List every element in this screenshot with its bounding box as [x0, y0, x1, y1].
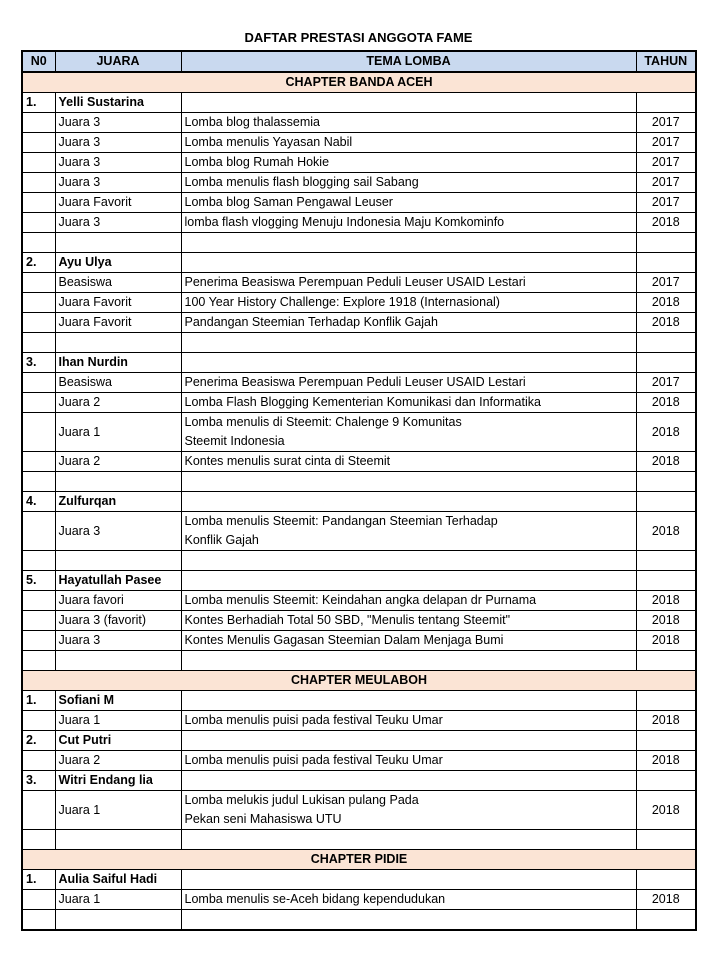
table-row — [22, 512, 696, 551]
member-row — [22, 870, 696, 890]
tema-line: Kontes Berhadiah Total 50 SBD, "Menulis tentang Steemit" — [184, 613, 511, 627]
table-body — [22, 72, 696, 930]
header-juara: JUARA — [55, 51, 181, 72]
empty-cell — [636, 253, 696, 273]
table-row — [22, 791, 696, 830]
empty-cell — [636, 830, 696, 850]
tahun-cell: 2018 — [636, 791, 696, 830]
table-row — [22, 193, 696, 213]
member-number: 1. — [22, 870, 55, 890]
tema-lomba-cell — [181, 373, 636, 393]
spacer-row — [22, 233, 696, 253]
tahun-cell: 2018 — [636, 452, 696, 472]
empty-cell — [55, 830, 181, 850]
tema-lomba-cell — [181, 153, 636, 173]
member-name: Cut Putri — [55, 731, 181, 751]
empty-cell — [636, 233, 696, 253]
tahun-cell: 2018 — [636, 293, 696, 313]
empty-cell — [636, 353, 696, 373]
tema-line: Lomba melukis judul Lukisan pulang Pada — [184, 793, 419, 807]
tahun-cell: 2018 — [636, 890, 696, 910]
member-row — [22, 731, 696, 751]
chapter-row — [22, 850, 696, 870]
empty-cell — [181, 472, 636, 492]
spacer-row — [22, 333, 696, 353]
empty-cell — [22, 393, 55, 413]
tema-lomba-cell — [181, 413, 636, 452]
empty-cell — [55, 233, 181, 253]
table-row — [22, 611, 696, 631]
tema-lomba-cell — [181, 890, 636, 910]
table-row — [22, 213, 696, 233]
spacer-row — [22, 551, 696, 571]
tema-lomba-cell — [181, 452, 636, 472]
member-row — [22, 93, 696, 113]
empty-cell — [181, 492, 636, 512]
table-row — [22, 113, 696, 133]
empty-cell — [55, 910, 181, 931]
juara-cell: Juara 3 — [55, 113, 181, 133]
tema-line: Lomba menulis Steemit: Pandangan Steemian Terhadap — [184, 514, 498, 528]
empty-cell — [636, 93, 696, 113]
juara-cell: Juara Favorit — [55, 193, 181, 213]
empty-cell — [181, 233, 636, 253]
member-row — [22, 571, 696, 591]
empty-cell — [22, 830, 55, 850]
tema-line: 100 Year History Challenge: Explore 1918 (Internasional) — [184, 295, 500, 309]
tahun-cell: 2017 — [636, 373, 696, 393]
empty-cell — [22, 173, 55, 193]
member-number: 2. — [22, 253, 55, 273]
empty-cell — [22, 631, 55, 651]
tema-line: Penerima Beasiswa Perempuan Peduli Leuser USAID Lestari — [184, 375, 526, 389]
table-row — [22, 751, 696, 771]
empty-cell — [22, 133, 55, 153]
table-row — [22, 711, 696, 731]
tahun-cell: 2017 — [636, 153, 696, 173]
juara-cell: Juara 1 — [55, 413, 181, 452]
table-row — [22, 413, 696, 452]
empty-cell — [22, 910, 55, 931]
juara-cell: Juara 3 — [55, 631, 181, 651]
tema-line: Lomba Flash Blogging Kementerian Komunikasi dan Informatika — [184, 395, 541, 409]
juara-cell: Juara 3 (favorit) — [55, 611, 181, 631]
table-row — [22, 173, 696, 193]
empty-cell — [22, 273, 55, 293]
empty-cell — [22, 472, 55, 492]
tema-lomba-cell — [181, 313, 636, 333]
empty-cell — [22, 153, 55, 173]
tema-lomba-cell — [181, 631, 636, 651]
tahun-cell: 2018 — [636, 631, 696, 651]
juara-cell: Juara 3 — [55, 153, 181, 173]
header-tema-lomba: TEMA LOMBA — [181, 51, 636, 72]
empty-cell — [636, 910, 696, 931]
member-row — [22, 691, 696, 711]
empty-cell — [636, 492, 696, 512]
tahun-cell: 2017 — [636, 133, 696, 153]
empty-cell — [636, 571, 696, 591]
header-row — [22, 51, 696, 72]
member-name: Aulia Saiful Hadi — [55, 870, 181, 890]
empty-cell — [22, 213, 55, 233]
table-row — [22, 133, 696, 153]
member-number: 3. — [22, 353, 55, 373]
tema-line: Kontes Menulis Gagasan Steemian Dalam Menjaga Bumi — [184, 633, 504, 647]
document-title: DAFTAR PRESTASI ANGGOTA FAME — [244, 30, 473, 45]
juara-cell: Juara 1 — [55, 791, 181, 830]
empty-cell — [22, 233, 55, 253]
tema-lomba-cell — [181, 173, 636, 193]
chapter-title: CHAPTER BANDA ACEH — [22, 72, 696, 93]
table-row — [22, 452, 696, 472]
member-name: Zulfurqan — [55, 492, 181, 512]
empty-cell — [636, 691, 696, 711]
empty-cell — [55, 472, 181, 492]
member-row — [22, 771, 696, 791]
tahun-cell: 2018 — [636, 313, 696, 333]
juara-cell: Juara 3 — [55, 133, 181, 153]
empty-cell — [22, 113, 55, 133]
empty-cell — [22, 611, 55, 631]
chapter-row — [22, 671, 696, 691]
empty-cell — [181, 691, 636, 711]
member-row — [22, 492, 696, 512]
tahun-cell: 2017 — [636, 113, 696, 133]
empty-cell — [22, 373, 55, 393]
empty-cell — [181, 571, 636, 591]
empty-cell — [22, 791, 55, 830]
tema-lomba-cell — [181, 293, 636, 313]
tema-lomba-cell — [181, 711, 636, 731]
empty-cell — [636, 731, 696, 751]
tahun-cell: 2017 — [636, 173, 696, 193]
tahun-cell: 2018 — [636, 591, 696, 611]
juara-cell: Juara 1 — [55, 711, 181, 731]
tema-line: Pekan seni Mahasiswa UTU — [184, 812, 342, 826]
tema-line: Steemit Indonesia — [184, 434, 285, 448]
empty-cell — [636, 333, 696, 353]
empty-cell — [181, 830, 636, 850]
empty-cell — [181, 910, 636, 931]
tema-lomba-cell — [181, 611, 636, 631]
tema-line: Lomba blog thalassemia — [184, 115, 320, 129]
empty-cell — [22, 591, 55, 611]
table-row — [22, 591, 696, 611]
tema-lomba-cell — [181, 512, 636, 551]
member-number: 1. — [22, 691, 55, 711]
tema-line: Pandangan Steemian Terhadap Konflik Gajah — [184, 315, 438, 329]
tema-lomba-cell — [181, 213, 636, 233]
juara-cell: Juara 1 — [55, 890, 181, 910]
juara-cell: Juara 3 — [55, 213, 181, 233]
member-row — [22, 353, 696, 373]
table-row — [22, 373, 696, 393]
tahun-cell: 2018 — [636, 711, 696, 731]
table-row — [22, 273, 696, 293]
spacer-row — [22, 830, 696, 850]
tahun-cell: 2018 — [636, 512, 696, 551]
tema-lomba-cell — [181, 751, 636, 771]
empty-cell — [636, 551, 696, 571]
empty-cell — [22, 890, 55, 910]
tema-line: Lomba menulis puisi pada festival Teuku Umar — [184, 753, 443, 767]
tema-line: Konflik Gajah — [184, 533, 259, 547]
table-row — [22, 313, 696, 333]
empty-cell — [55, 333, 181, 353]
chapter-title: CHAPTER MEULABOH — [22, 671, 696, 691]
tema-lomba-cell — [181, 591, 636, 611]
juara-cell: Juara Favorit — [55, 293, 181, 313]
member-name: Witri Endang lia — [55, 771, 181, 791]
tema-lomba-cell — [181, 791, 636, 830]
spacer-row — [22, 472, 696, 492]
tahun-cell: 2018 — [636, 413, 696, 452]
juara-cell: Beasiswa — [55, 273, 181, 293]
empty-cell — [636, 870, 696, 890]
empty-cell — [22, 751, 55, 771]
tahun-cell: 2017 — [636, 193, 696, 213]
tahun-cell: 2018 — [636, 213, 696, 233]
empty-cell — [22, 333, 55, 353]
empty-cell — [22, 313, 55, 333]
tema-lomba-cell — [181, 113, 636, 133]
empty-cell — [22, 711, 55, 731]
tema-lomba-cell — [181, 393, 636, 413]
table-row — [22, 153, 696, 173]
empty-cell — [181, 651, 636, 671]
tema-line: Lomba menulis puisi pada festival Teuku Umar — [184, 713, 443, 727]
empty-cell — [181, 353, 636, 373]
tema-lomba-cell — [181, 133, 636, 153]
tema-line: Lomba menulis Yayasan Nabil — [184, 135, 353, 149]
header-tahun: TAHUN — [636, 51, 696, 72]
member-name: Ayu Ulya — [55, 253, 181, 273]
table-row — [22, 631, 696, 651]
member-name: Yelli Sustarina — [55, 93, 181, 113]
header-no: N0 — [22, 51, 55, 72]
tema-lomba-cell — [181, 193, 636, 213]
empty-cell — [55, 651, 181, 671]
tema-lomba-cell — [181, 273, 636, 293]
juara-cell: Juara 2 — [55, 452, 181, 472]
member-number: 2. — [22, 731, 55, 751]
empty-cell — [181, 771, 636, 791]
empty-cell — [636, 651, 696, 671]
tema-line: Lomba menulis di Steemit: Chalenge 9 Komunitas — [184, 415, 462, 429]
tema-line: Lomba blog Rumah Hokie — [184, 155, 330, 169]
juara-cell: Juara 3 — [55, 173, 181, 193]
tema-line: Lomba menulis flash blogging sail Sabang — [184, 175, 419, 189]
empty-cell — [181, 93, 636, 113]
tahun-cell: 2018 — [636, 751, 696, 771]
empty-cell — [22, 193, 55, 213]
member-number: 4. — [22, 492, 55, 512]
tema-line: Penerima Beasiswa Perempuan Peduli Leuser USAID Lestari — [184, 275, 526, 289]
member-number: 3. — [22, 771, 55, 791]
empty-cell — [181, 731, 636, 751]
tahun-cell: 2018 — [636, 611, 696, 631]
empty-cell — [22, 293, 55, 313]
empty-cell — [181, 253, 636, 273]
member-name: Ihan Nurdin — [55, 353, 181, 373]
tema-line: Kontes menulis surat cinta di Steemit — [184, 454, 391, 468]
empty-cell — [181, 870, 636, 890]
empty-cell — [22, 452, 55, 472]
table-row — [22, 393, 696, 413]
empty-cell — [636, 472, 696, 492]
table-row — [22, 293, 696, 313]
member-name: Hayatullah Pasee — [55, 571, 181, 591]
member-number: 5. — [22, 571, 55, 591]
empty-cell — [22, 512, 55, 551]
tema-line: Lomba blog Saman Pengawal Leuser — [184, 195, 393, 209]
achievement-table — [21, 50, 697, 931]
tema-line: Lomba menulis se-Aceh bidang kependudukan — [184, 892, 446, 906]
tema-line: Lomba menulis Steemit: Keindahan angka delapan dr Purnama — [184, 593, 537, 607]
empty-cell — [22, 551, 55, 571]
empty-cell — [181, 333, 636, 353]
table-row — [22, 890, 696, 910]
juara-cell: Juara 3 — [55, 512, 181, 551]
tahun-cell: 2017 — [636, 273, 696, 293]
juara-cell: Juara 2 — [55, 751, 181, 771]
empty-cell — [55, 551, 181, 571]
juara-cell: Juara 2 — [55, 393, 181, 413]
tema-line: lomba flash vlogging Menuju Indonesia Maju Komkominfo — [184, 215, 505, 229]
juara-cell: Juara favori — [55, 591, 181, 611]
tahun-cell: 2018 — [636, 393, 696, 413]
empty-cell — [22, 651, 55, 671]
member-row — [22, 253, 696, 273]
chapter-title: CHAPTER PIDIE — [22, 850, 696, 870]
chapter-row — [22, 72, 696, 93]
member-name: Sofiani M — [55, 691, 181, 711]
member-number: 1. — [22, 93, 55, 113]
juara-cell: Beasiswa — [55, 373, 181, 393]
spacer-row — [22, 910, 696, 931]
empty-cell — [636, 771, 696, 791]
empty-cell — [181, 551, 636, 571]
juara-cell: Juara Favorit — [55, 313, 181, 333]
spacer-row — [22, 651, 696, 671]
empty-cell — [22, 413, 55, 452]
